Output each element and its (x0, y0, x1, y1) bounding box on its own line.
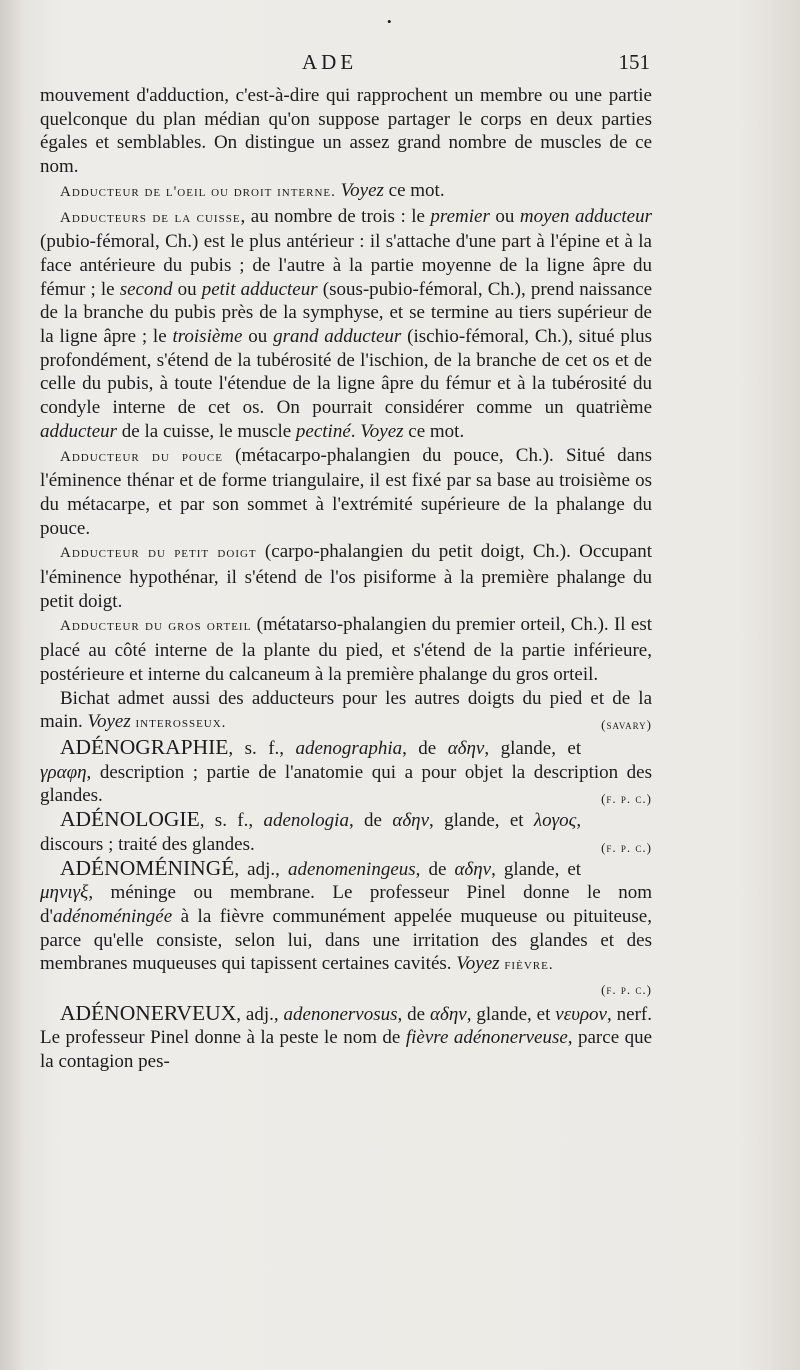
entry-adducteurs-cuisse: Adducteurs de la cuisse, au nombre de trois : le premier ou moyen adducteur (pubio-fémoral, Ch.) est le plus antérieur : il s'attache d'une part à l'épine et à la face antérieure du pubis ; de l'autre à la partie moyenne de la ligne âpre du fémur ; le second ou petit adducteur (sous-pubio-fémoral, Ch.), prend naissance de la branche du pubis près de la symphyse, et se termine au tiers supérieur de la ligne âpre ; le troisième ou grand adducteur (ischio-fémoral, Ch.), situé plus profondément, s'étend de la tubérosité de l'ischion, de la branche de cet os et de celle du pubis, à toute l'étendue de la ligne âpre du fémur et à la tubérosité du condyle interne de cet os. On pourrait considérer comme un quatrième adducteur de la cuisse, le muscle pectiné. Voyez ce mot. (40, 205, 653, 442)
paragraph-bichat: Bichat admet aussi des adducteurs pour les autres doigts du pied et de la main. Voyez interosseux. (savary) (40, 687, 652, 733)
entry-adducteur-oeil: Adducteur de l'oeil ou droit interne. Voyez ce mot. (60, 179, 445, 201)
entry-adenographie: ADÉNOGRAPHIE, s. f., adenographia, de αδην, glande, et γραφη, description ; partie de l'anatomie qui a pour objet la description des glandes. (f. p. c.) (40, 734, 652, 807)
entry-adenomeninge: ADÉNOMÉNINGÉ, adj., adenomeningeus, de αδην, glande, et μηνιγξ, méninge ou membrane. Le professeur Pinel donne le nom d'adénoméningée à la fièvre communément appelée muqueuse ou pituiteuse, parce qu'elle consiste, selon lui, dans une irritation des glandes et des membranes muqueuses qui tapissent certaines cavités. Voyez fièvre. (40, 855, 652, 975)
running-header (40, 50, 652, 80)
entry-adenologie: ADÉNOLOGIE, s. f., adenologia, de αδην, glande, et λογος, discours ; traité des glandes. (f. p. c.) (40, 807, 652, 855)
paragraph: mouvement d'adduction, c'est-à-dire qui rapprochent un membre ou une partie quelconque du plan médian qu'on suppose partager le corps en deux parties égales et semblables. On distingue un assez grand nombre de muscles de ce nom. (40, 85, 652, 178)
page-title: ADE (302, 50, 358, 74)
page-number: 151 (618, 50, 650, 74)
entry-adducteur-petit-doigt: Adducteur du petit doigt (carpo-phalangien du petit doigt, Ch.). Occupant l'éminence hypothénar, il s'étend de l'os pisiforme à la première phalange du petit doigt. (40, 541, 652, 612)
dictionary-text (40, 84, 652, 1074)
entry-adducteur-pouce: Adducteur du pouce (métacarpo-phalangien du pouce, Ch.). Situé dans l'éminence thénar et de forme triangulaire, il est fixé par sa base au troisième os du métacarpe, et par son sommet à l'extrémité supérieure de la phalange du pouce. (40, 444, 652, 539)
entry-adducteur-gros-orteil: Adducteur du gros orteil (métatarso-phalangien du premier orteil, Ch.). Il est placé au côté interne de la plante du pied, et s'étend de la partie inférieure, postérieure et interne du calcaneum à la première phalange du gros orteil. (40, 614, 652, 685)
entry-adenonerveux: ADÉNONERVEUX, adj., adenonervosus, de αδην, glande, et νευρον, nerf. Le professeur Pinel donne à la peste le nom de fièvre adénonerveuse, parce que la contagion pes- (40, 1000, 653, 1073)
attribution: (f. p. c.) (601, 982, 652, 998)
page-mark: • (387, 14, 392, 29)
